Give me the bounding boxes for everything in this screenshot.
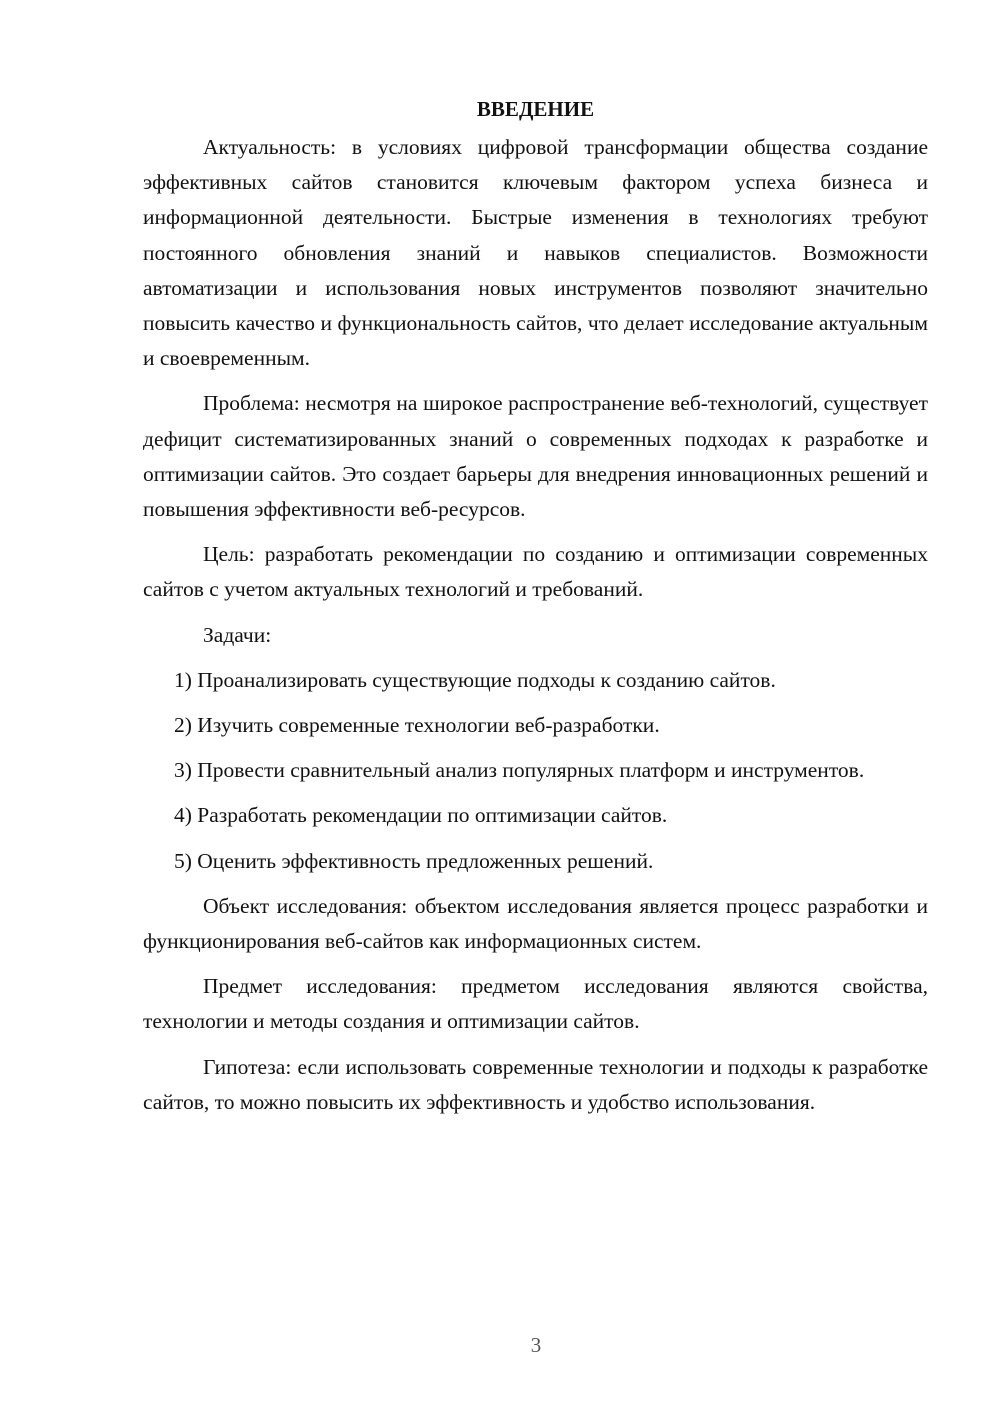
paragraph-object: Объект исследования: объектом исследования является процесс разработки и функционирования веб-сайтов как информационных систем.	[143, 893, 928, 954]
task-item-4: 4) Разработать рекомендации по оптимизации сайтов.	[174, 803, 668, 828]
paragraph-hypothesis: Гипотеза: если использовать современные технологии и подходы к разработке сайтов, то можно повысить их эффективность и удобство использования.	[143, 1054, 928, 1114]
paragraph-subject: Предмет исследования: предметом исследования являются свойства, технологии и методы создания и оптимизации сайтов.	[143, 974, 928, 1034]
paragraph-goal: Цель: разработать рекомендации по созданию и оптимизации современных сайтов с учетом актуальных технологий и требований.	[143, 542, 928, 602]
tasks-label: Задачи:	[203, 622, 272, 647]
paragraph-problem: Проблема: несмотря на широкое распространение веб-технологий, существует дефицит систематизированных знаний о современных подходах к разработке и оптимизации сайтов. Это создает барьеры для внедрения инновационных решений и повышения эффективности веб-ресурсов.	[143, 391, 928, 522]
task-item-2: 2) Изучить современные технологии веб-разработки.	[174, 713, 660, 738]
paragraph-relevance: Актуальность: в условиях цифровой трансформации общества создание эффективных сайтов становится ключевым фактором успеха бизнеса и информационной деятельности. Быстрые изменения в технологиях требуют постоянного обновления знаний и навыков специалистов. Возможности автоматизации и использования новых инструментов позволяют значительно повысить качество и функциональность сайтов, что делает исследование актуальным и своевременным.	[143, 135, 928, 371]
document-page	[143, 92, 928, 1130]
task-item-1: 1) Проанализировать существующие подходы к созданию сайтов.	[174, 667, 776, 692]
page-title: ВВЕДЕНИЕ	[476, 97, 595, 121]
page-number: 3	[530, 1333, 542, 1357]
task-item-5: 5) Оценить эффективность предложенных решений.	[174, 848, 654, 873]
task-item-3: 3) Провести сравнительный анализ популярных платформ и инструментов.	[174, 758, 865, 783]
